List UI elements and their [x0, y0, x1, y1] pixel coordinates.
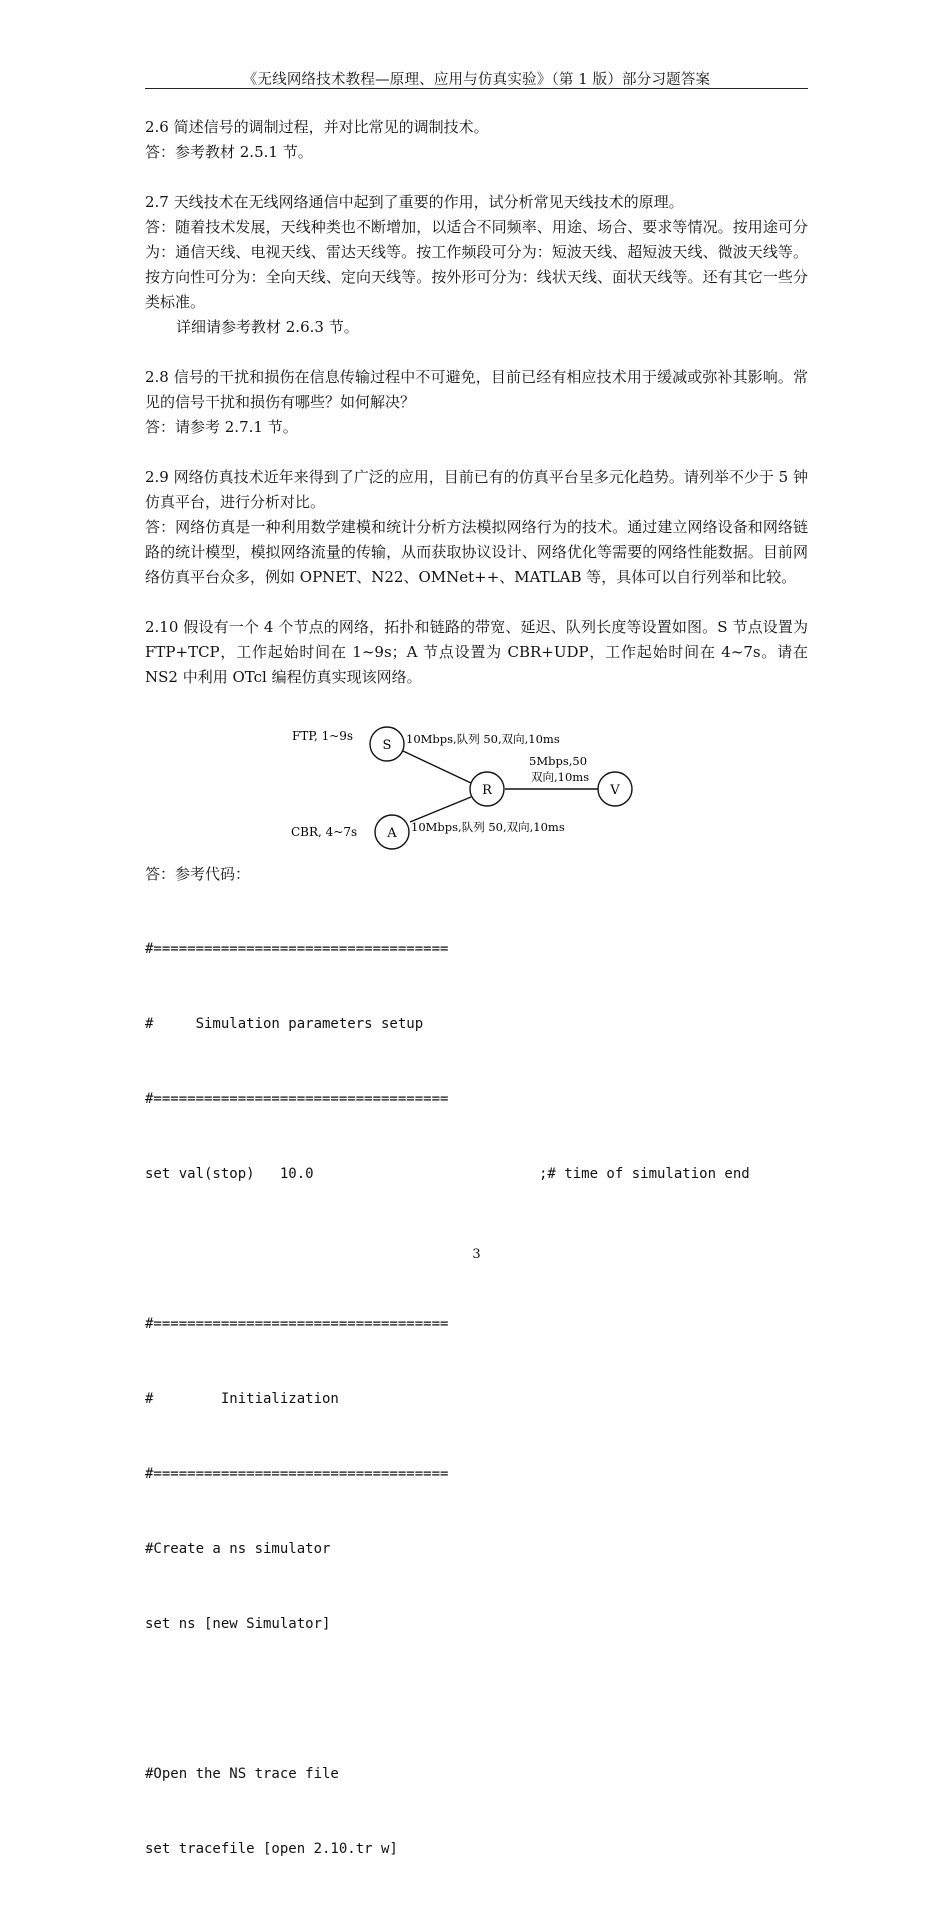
link-a-r — [410, 797, 471, 822]
question-2-10: 2.10 假设有一个 4 个节点的网络，拓扑和链路的带宽、延迟、队列长度等设置如图。S 节点设置为 FTP+TCP，工作起始时间在 1~9s；A 节点设置为 CBR+UDP，工作起始时间在 4~7s。请在 NS2 中利用 OTcl 编程仿真实现该网络。 — [145, 618, 808, 686]
v-link-label-line2: 双向,10ms — [531, 770, 590, 784]
network-topology-diagram — [280, 722, 660, 857]
code-inline-comment: ;# time of simulation end — [539, 1166, 750, 1182]
question-2-6: 2.6 简述信号的调制过程，并对比常见的调制技术。 — [145, 118, 489, 136]
note-2-7: 详细请参考教材 2.6.3 节。 — [176, 318, 359, 336]
code-rule: #=================================== — [145, 1466, 449, 1482]
code-rule: #=================================== — [145, 1091, 449, 1107]
code-comment: #Create a ns simulator — [145, 1541, 331, 1557]
node-r-label: R — [482, 783, 492, 798]
body-text — [145, 115, 808, 690]
question-2-9: 2.9 网络仿真技术近年来得到了广泛的应用，目前已有的仿真平台呈多元化趋势。请列举不少于 5 钟仿真平台，进行分析对比。 — [145, 468, 808, 511]
code-rule: #=================================== — [145, 941, 449, 957]
answer-2-8: 答：请参考 2.7.1 节。 — [145, 418, 298, 436]
paragraph-gap — [145, 340, 808, 365]
node-v-label: V — [610, 783, 620, 798]
code-set-stop: set val(stop) 10.0 — [145, 1166, 314, 1182]
code-comment: #Open the NS trace file — [145, 1766, 339, 1782]
v-link-label-line1: 5Mbps,50 — [529, 754, 588, 768]
question-2-8: 2.8 信号的干扰和损伤在信息传输过程中不可避免，目前已经有相应技术用于缓减或弥补其影响。常见的信号干扰和损伤有哪些？如何解决？ — [145, 368, 808, 411]
a-link-label: 10Mbps,队列 50,双向,10ms — [411, 820, 565, 834]
link-s-r — [403, 751, 471, 783]
answer-2-7: 答：随着技术发展，天线种类也不断增加，以适合不同频率、用途、场合、要求等情况。按用途可分为：通信天线、电视天线、雷达天线等。按工作频段可分为：短波天线、超短波天线、微波天线等。按方向性可分为：全向天线、定向天线等。按外形可分为：线状天线、面状天线等。还有其它一些分类标准。 — [145, 218, 808, 311]
a-traffic-label: CBR, 4~7s — [291, 825, 358, 839]
paragraph-gap — [145, 165, 808, 190]
s-traffic-label: FTP, 1~9s — [292, 729, 354, 743]
node-a-label: A — [387, 826, 397, 841]
code-line: set ns [new Simulator] — [145, 1616, 331, 1632]
s-link-label: 10Mbps,队列 50,双向,10ms — [406, 732, 560, 746]
answer-2-9: 答：网络仿真是一种利用数学建模和统计分析方法模拟网络行为的技术。通过建立网络设备和网络链路的统计模型，模拟网络流量的传输，从而获取协议设计、网络优化等需要的网络性能数据。目前网络仿真平台众多，例如 OPNET、N22、OMNet++、MATLAB 等，具体可以自行列举和比较。 — [145, 518, 808, 586]
code-line — [145, 1162, 808, 1187]
running-header-title: 《无线网络技术教程—原理、应用与仿真实验》（第 1 版）部分习题答案 — [242, 72, 711, 88]
code-listing — [145, 887, 808, 1912]
code-answer-label: 答：参考代码： — [145, 865, 251, 883]
paragraph-gap — [145, 590, 808, 615]
code-blank-line — [145, 1687, 808, 1712]
page-number: 3 — [472, 1247, 481, 1262]
code-line: set tracefile [open 2.10.tr w] — [145, 1841, 398, 1857]
code-rule: #=================================== — [145, 1316, 449, 1332]
code-comment: # Initialization — [145, 1391, 339, 1407]
question-2-7: 2.7 天线技术在无线网络通信中起到了重要的作用，试分析常见天线技术的原理。 — [145, 193, 684, 211]
paragraph-gap — [145, 440, 808, 465]
code-comment: # Simulation parameters setup — [145, 1016, 424, 1032]
answer-2-6: 答：参考教材 2.5.1 节。 — [145, 143, 313, 161]
node-s-label: S — [382, 738, 392, 753]
header-rule — [145, 88, 808, 89]
